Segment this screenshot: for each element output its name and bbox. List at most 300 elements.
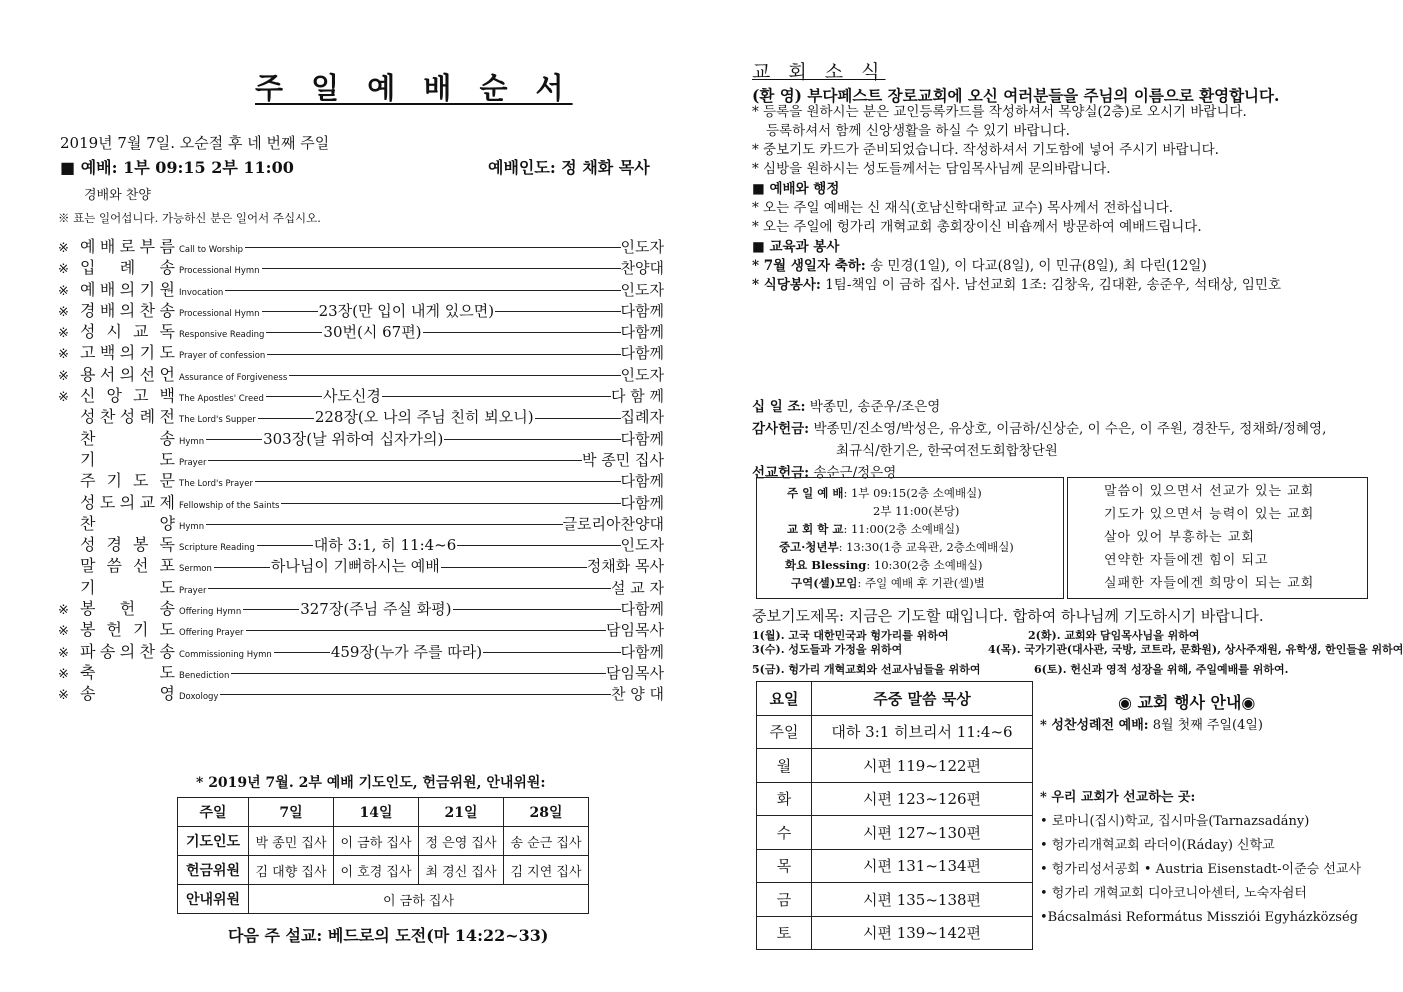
item-text: : 11:00(2층 소예배실) [843, 522, 960, 536]
roster-cell: 김 대향 집사 [249, 856, 334, 885]
table-row [58, 362, 664, 383]
events-list [1040, 714, 1361, 930]
item-text: : 주일 예배 후 기관(셀)별 [857, 576, 985, 590]
praise-label: 경배와 찬양 [84, 188, 151, 203]
table-row [58, 298, 664, 319]
item-label: 교 회 학 교 [787, 522, 844, 536]
item-text: 최규식/한기은, 한국여전도회합창단원 [836, 443, 1058, 459]
order-item-english: Offering Hymn [179, 607, 242, 618]
name-char: 부 [139, 237, 157, 256]
table-row [58, 319, 664, 340]
name-char: 배 [99, 279, 117, 299]
order-item-leader: 다함께 [620, 642, 664, 661]
leader-line [220, 694, 611, 695]
stand-mark: ※ [58, 283, 69, 299]
stand-note: ※ 표는 일어섭니다. 가능하신 분은 일어서 주십시오. [58, 211, 321, 225]
order-item-english: Prayer [179, 585, 207, 596]
page-title: 주 일 예 배 순 서 [255, 71, 573, 105]
stand-mark: ※ [58, 347, 69, 363]
name-char: 성 [80, 322, 97, 342]
passage-cell: 시편 139~142편 [812, 916, 1033, 950]
roster-heading: * 2019년 7월. 2부 예배 기도인도, 헌금위원, 안내위원: [196, 775, 546, 791]
roster-header-cell: 21일 [419, 798, 504, 827]
list-item [752, 257, 1281, 276]
roster-header-cell: 주일 [178, 798, 249, 827]
list-item [752, 418, 1326, 440]
item-text: •Bácsalmási Református Missziói Egyházközség [1040, 910, 1358, 925]
service-date: 2019년 7월 7일. 오순절 후 네 번째 주일 [60, 134, 330, 152]
order-item-name [80, 660, 176, 683]
order-item-name [80, 362, 176, 385]
table-row [178, 798, 589, 827]
item-text: 박종민, 송준우/조은영 [805, 399, 941, 415]
name-char: 찬 [80, 428, 97, 448]
name-char: 경 [80, 300, 97, 320]
day-cell: 수 [757, 816, 812, 850]
leader-line [423, 332, 621, 333]
item-text: 1팀-책임 이 금하 집사. 남선교회 1조: 김창욱, 김대환, 송준우, 석태상, 임민호 [820, 277, 1282, 293]
welcome-items [752, 103, 1247, 179]
events-heading: ◉ 교회 행사 안내◉ [1118, 693, 1256, 712]
stand-mark: ※ [58, 688, 69, 704]
name-char: 포 [159, 556, 176, 576]
name-char: 기 [139, 343, 157, 363]
name-char: 의 [119, 343, 137, 363]
item-label: * 우리 교회가 선교하는 곳: [1040, 790, 1196, 805]
day-cell: 금 [757, 883, 812, 917]
order-item-detail: 사도신경 [322, 387, 381, 406]
item-label: 화요 Blessing [785, 558, 867, 572]
leader-line [255, 481, 621, 482]
table-row [178, 885, 589, 914]
roster-row-label: 안내위원 [178, 885, 249, 914]
order-item-english: Hymn [179, 436, 205, 447]
order-item-english: Assurance of Forgiveness [179, 372, 288, 383]
name-char: 제 [159, 492, 176, 512]
order-item-english: Invocation [179, 287, 224, 298]
name-char: 로 [119, 237, 137, 256]
order-item-leader: 찬양대 [620, 259, 664, 278]
worship-leader: 예배인도: 정 채화 목사 [488, 158, 650, 177]
list-item: 살아 있어 부흥하는 교회 [1104, 530, 1255, 545]
order-item-name [80, 447, 176, 470]
roster-cell: 최 경신 집사 [419, 856, 504, 885]
leader-line [231, 673, 606, 674]
item-text: • 로마니(집시)학교, 집시마을(Tarnazsadány) [1040, 814, 1310, 829]
name-char: 양 [159, 513, 176, 533]
order-item-english: Call to Worship [179, 245, 243, 255]
bible-header-cell: 요일 [757, 682, 812, 716]
order-item-leader: 설 교 자 [610, 578, 664, 597]
order-item-english: Scripture Reading [179, 543, 255, 554]
name-char: 주 [80, 471, 97, 491]
name-char: 의 [119, 300, 137, 320]
roster-cell: 이 금하 집사 [249, 885, 589, 914]
name-char: 찬 [99, 407, 117, 427]
list-item [787, 520, 1063, 538]
item-text: 송 민경(1일), 이 다교(8일), 이 민규(8일), 최 다린(12일) [865, 258, 1207, 274]
order-item-name [80, 617, 176, 640]
name-char: 성 [119, 407, 137, 427]
order-item-english: Processional Hymn [179, 266, 260, 277]
list-item [1040, 786, 1361, 810]
list-item [1040, 834, 1361, 858]
list-item: 2(화). 교회와 담임목사님을 위하여 [1028, 629, 1200, 642]
table-row [178, 856, 589, 885]
item-label: 중고·청년부 [779, 540, 839, 554]
name-char: 성 [80, 535, 97, 555]
stand-mark: ※ [58, 666, 69, 682]
name-char: 도 [133, 471, 150, 491]
list-item: 연약한 자들에겐 힘이 되고 [1104, 553, 1269, 568]
roster-cell: 이 호경 집사 [334, 856, 419, 885]
order-item-leader: 찬 양 대 [610, 685, 664, 704]
name-char: 선 [139, 364, 157, 384]
order-item-leader: 정채화 목사 [586, 557, 664, 576]
table-row [58, 511, 664, 532]
list-item [752, 396, 1326, 418]
name-char: 백 [99, 343, 117, 363]
name-char: 독 [159, 322, 176, 342]
list-item [752, 276, 1281, 295]
leader-line [267, 354, 620, 355]
day-cell: 목 [757, 849, 812, 883]
order-item-leader: 다함께 [620, 429, 664, 448]
leader-line [257, 545, 313, 546]
name-char: 도 [159, 620, 176, 640]
item-label: 주 일 예 배 [787, 486, 844, 500]
leader-line [206, 524, 562, 525]
name-char: 의 [119, 492, 137, 512]
offerings [752, 396, 1326, 484]
day-cell: 화 [757, 782, 812, 816]
item-text: : 1부 09:15(2층 소예배실) [843, 486, 982, 500]
order-item-english: Doxology [179, 692, 219, 703]
item-text: 2부 11:00(본당) [873, 504, 960, 518]
leader-line [483, 652, 620, 653]
order-item-leader: 인도자 [620, 280, 664, 299]
name-char: 영 [159, 684, 176, 704]
list-item: 말씀이 있으면서 선교가 있는 교회 [1104, 484, 1315, 499]
name-char: 봉 [80, 599, 97, 619]
order-item-detail: 하나님이 기뻐하시는 예배 [270, 557, 440, 576]
next-sermon: 다음 주 설교: 베드로의 도전(마 14:22~33) [228, 926, 549, 945]
name-char: 송 [99, 641, 117, 661]
order-item-detail: 23장(만 입이 내게 있으면) [318, 301, 495, 320]
name-char: 문 [159, 471, 176, 491]
order-item-name [80, 298, 176, 321]
order-item-english: Sermon [179, 564, 212, 575]
order-item-name [80, 596, 176, 619]
day-cell: 월 [757, 749, 812, 783]
order-item-detail: 30번(시 67편) [323, 323, 422, 342]
name-char: 축 [80, 662, 97, 682]
table-row [58, 468, 664, 489]
order-item-leader: 박 종민 집사 [582, 450, 664, 469]
list-item: * 오는 주일에 헝가리 개혁교회 총회장이신 비숍께서 방문하여 예배드립니다. [752, 219, 1202, 235]
order-item-leader: 다함께 [620, 323, 664, 342]
table-row [58, 277, 664, 298]
name-char: 헌 [106, 620, 123, 640]
list-item [785, 556, 1063, 574]
stand-mark: ※ [58, 241, 69, 256]
name-char: 헌 [119, 599, 137, 619]
order-item-detail: 303장(날 위하여 십자가의) [263, 429, 444, 448]
order-item-name [80, 426, 176, 449]
order-item-leader: 다함께 [620, 600, 664, 619]
schedule-box [756, 477, 1064, 599]
stand-mark: ※ [58, 262, 69, 278]
order-item-english: Hymn [179, 521, 205, 532]
passage-cell: 시편 123~126편 [812, 782, 1033, 816]
passage-cell: 대하 3:1 히브리서 11:4~6 [812, 715, 1033, 749]
item-text: 송순근/정은영 [809, 465, 897, 481]
roster-header-cell: 7일 [249, 798, 334, 827]
name-char: 신 [80, 386, 97, 406]
name-char: 예 [80, 279, 97, 299]
table-row [757, 849, 1033, 883]
leader-line [258, 418, 314, 419]
stand-mark: ※ [58, 390, 69, 406]
list-item: 실패한 자들에겐 희망이 되는 교회 [1104, 576, 1315, 591]
name-char: 전 [159, 407, 176, 427]
name-char: 송 [159, 258, 176, 278]
leader-line [214, 567, 270, 568]
roster-cell: 송 순근 집사 [504, 827, 589, 856]
order-item-english: The Lord's Prayer [179, 479, 253, 490]
table-row [58, 340, 664, 361]
name-char: 선 [133, 556, 150, 576]
order-item-english: Benediction [179, 670, 230, 681]
leader-line [208, 588, 611, 589]
list-item [1040, 858, 1361, 882]
order-item-leader: 다 함 께 [610, 387, 664, 406]
name-char: 원 [159, 279, 176, 299]
roster-header-cell: 28일 [504, 798, 589, 827]
item-text: 박종민/진소영/박성은, 유상호, 이금하/신상순, 이 수은, 이 주원, 경찬두, 정채화/정혜영, [809, 421, 1327, 437]
order-item-english: The Apostles' Creed [179, 394, 264, 405]
order-item-name [80, 319, 176, 342]
leader-line [246, 630, 606, 631]
list-item: * 심방을 원하시는 성도들께서는 담임목사님께 문의바랍니다. [752, 161, 1111, 177]
order-item-name [80, 575, 176, 598]
table-row [757, 916, 1033, 950]
order-item-english: Offering Prayer [179, 628, 244, 639]
name-char: 예 [80, 237, 97, 256]
name-char: 의 [119, 279, 137, 299]
table-row [58, 426, 664, 447]
prayer-heading: 중보기도제목: 지금은 기도할 때입니다. 합하여 하나님께 기도하시기 바랍니다. [752, 607, 1264, 625]
list-item: * 등록을 원하시는 분은 교인등록카드를 작성하셔서 목양실(2층)로 오시기 바랍니다. [752, 104, 1247, 120]
order-item-leader: 다함께 [620, 493, 664, 512]
leader-line [274, 652, 330, 653]
name-char: 용 [80, 364, 97, 384]
name-char: 고 [133, 386, 150, 406]
item-label: 선교헌금: [752, 465, 810, 481]
stand-mark: ※ [58, 368, 69, 384]
roster-cell: 김 지연 집사 [504, 856, 589, 885]
order-item-name [80, 277, 176, 300]
bible-header-cell: 주중 말씀 묵상 [812, 682, 1033, 716]
order-item-leader: 집례자 [620, 408, 664, 427]
order-item-name [80, 511, 176, 534]
name-char: 례 [119, 258, 137, 278]
passage-cell: 시편 127~130편 [812, 816, 1033, 850]
leader-line [262, 268, 621, 269]
item-text: • 헝가리 개혁교회 디아코니아센터, 노숙자쉼터 [1040, 886, 1307, 901]
table-row [58, 383, 664, 404]
leader-line [281, 503, 620, 504]
table-row [58, 553, 664, 574]
table-row [757, 883, 1033, 917]
table-row [58, 617, 664, 638]
name-char: 경 [106, 535, 123, 555]
order-item-leader: 인도자 [620, 238, 664, 256]
list-item [1040, 762, 1361, 786]
order-item-english: Fellowship of the Saints [179, 500, 280, 511]
name-char: 도 [99, 492, 117, 512]
list-item [1040, 906, 1361, 930]
day-cell: 주일 [757, 715, 812, 749]
table-row [58, 660, 664, 681]
roster-cell: 정 은영 집사 [419, 827, 504, 856]
item-text: : 13:30(1층 교육관, 2층소예배실) [838, 540, 1014, 554]
order-item-english: Prayer [179, 457, 207, 468]
admin-section [752, 180, 1202, 237]
item-label: 구역(셀)모임 [791, 576, 858, 590]
table-row [58, 532, 664, 553]
name-char: 찬 [80, 513, 97, 533]
list-item: * 중보기도 카드가 준비되었습니다. 작성하셔서 기도함에 넣어 주시기 바랍니다. [752, 142, 1219, 158]
order-item-leader: 인도자 [620, 536, 664, 555]
list-item [752, 440, 1326, 462]
item-label: * 성찬성례전 예배: [1040, 718, 1149, 733]
order-item-leader: 인도자 [620, 365, 664, 384]
name-char: 기 [80, 449, 97, 469]
name-char: 성 [80, 492, 97, 512]
order-item-name [80, 639, 176, 662]
leader-line [245, 247, 621, 248]
passage-cell: 시편 135~138편 [812, 883, 1033, 917]
name-char: 배 [99, 300, 117, 320]
item-label: * 식당봉사: [752, 277, 821, 293]
name-char: 례 [139, 407, 157, 427]
name-char: 의 [119, 641, 137, 661]
name-char: 언 [159, 364, 176, 384]
order-item-detail: 327장(주님 주실 화평) [300, 600, 452, 619]
stand-mark: ※ [58, 645, 69, 661]
order-item-name [80, 404, 176, 427]
leader-line [266, 332, 322, 333]
order-item-detail: 228장(오 나의 주님 친히 뵈오니) [314, 408, 534, 427]
order-item-detail: 대하 3:1, 히 11:4~6 [313, 536, 457, 555]
motto-box [1067, 477, 1368, 599]
name-char: 도 [159, 449, 176, 469]
name-char: 의 [119, 364, 137, 384]
table-row [757, 816, 1033, 850]
roster-table [177, 797, 589, 914]
list-item: 3(수). 성도들과 가정을 위하여 [752, 643, 903, 656]
name-char: 송 [159, 599, 176, 619]
leader-line [243, 609, 299, 610]
order-item-name [80, 553, 176, 576]
list-item [1040, 882, 1361, 906]
leader-line [382, 396, 611, 397]
list-item: 4(목). 국가기관(대사관, 국방, 코트라, 문화원), 상사주재원, 유학생, 한인들을 위하여 [988, 643, 1403, 656]
item-text: 8월 첫째 주일(4일) [1148, 718, 1263, 733]
table-row [58, 490, 664, 511]
order-item-leader: 담임목사 [606, 663, 664, 682]
stand-mark: ※ [58, 326, 69, 342]
list-item [779, 538, 1063, 556]
roster-cell: 박 종민 집사 [249, 827, 334, 856]
order-item-english: Processional Hymn [179, 308, 260, 319]
name-char: 봉 [133, 535, 150, 555]
leader-line [225, 290, 620, 291]
leader-line [457, 545, 620, 546]
day-cell: 토 [757, 916, 812, 950]
item-text: • 헝가리성서공회 • Austria Eisenstadt-이준승 선교사 [1040, 862, 1361, 877]
roster-row-label: 헌금위원 [178, 856, 249, 885]
table-row [757, 682, 1033, 716]
order-item-name [80, 234, 176, 257]
leader-line [208, 460, 582, 461]
leader-line [289, 375, 620, 376]
service-times: ■ 예배: 1부 09:15 2부 11:00 [60, 158, 294, 177]
order-item-english: Prayer of confession [179, 351, 266, 362]
table-row [757, 749, 1033, 783]
leader-line [453, 609, 621, 610]
order-item-leader: 다함께 [620, 301, 664, 320]
edu-section [752, 238, 1281, 295]
leader-line [495, 311, 620, 312]
roster-cell: 이 금하 집사 [334, 827, 419, 856]
order-item-english: Commissioning Hymn [179, 649, 272, 660]
name-char: 씀 [106, 556, 123, 576]
passage-cell: 시편 131~134편 [812, 849, 1033, 883]
list-item: * 오는 주일 예배는 신 재식(호남신학대학교 교수) 목사께서 전하십니다. [752, 200, 1174, 216]
list-item [1040, 714, 1361, 738]
list-item: 1(월). 고국 대한민국과 헝가리를 위하여 [752, 629, 949, 642]
item-label: * 7월 생일자 축하: [752, 258, 866, 274]
name-char: 성 [80, 407, 97, 427]
item-label: 감사헌금: [752, 421, 810, 437]
bible-reading-table [756, 681, 1033, 950]
order-item-leader: 다함께 [620, 344, 664, 363]
name-char: 송 [159, 428, 176, 448]
leader-line [444, 439, 620, 440]
item-label: 십 일 조: [752, 399, 806, 415]
name-char: 름 [159, 237, 176, 256]
list-item: 기도가 있으면서 능력이 있는 교회 [1104, 507, 1315, 522]
table-row [757, 782, 1033, 816]
section-heading: ■ 교육과 봉사 [752, 239, 840, 255]
order-item-leader: 글로리아찬양대 [562, 514, 664, 533]
order-item-name [80, 532, 176, 555]
list-item [1040, 810, 1361, 834]
list-item [791, 574, 1063, 592]
list-item [1040, 738, 1361, 762]
name-char: 배 [99, 237, 117, 256]
roster-header-cell: 14일 [334, 798, 419, 827]
name-char: 도 [159, 343, 176, 363]
welcome-line: (환 영) 부다페스트 장로교회에 오신 여러분들을 주님의 이름으로 환영합니다. [752, 86, 1280, 105]
list-item [787, 484, 1063, 502]
table-row [58, 404, 664, 425]
table-row [58, 447, 664, 468]
order-item-name [80, 340, 176, 363]
roster-row-label: 기도인도 [178, 827, 249, 856]
